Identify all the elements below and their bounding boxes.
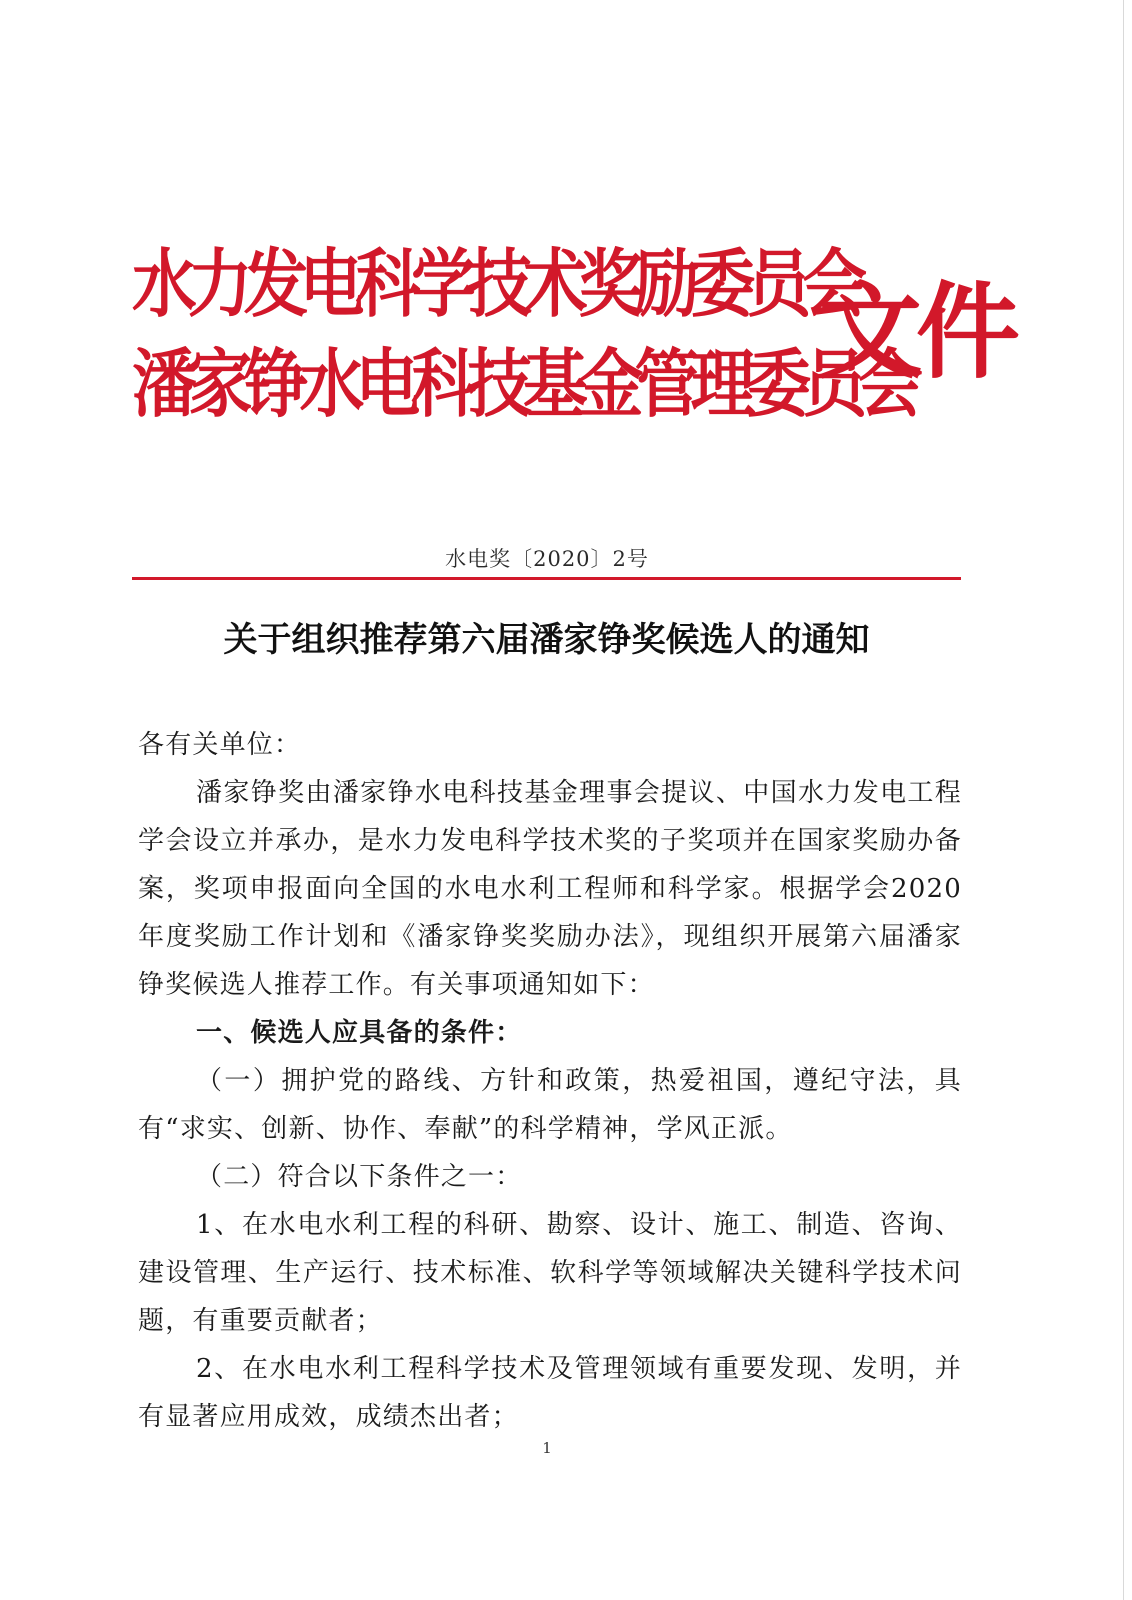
document-type-label: 文件 [818,271,1015,393]
letterhead [132,232,1015,432]
page-number: 1 [542,1439,552,1457]
condition-subitem-1: 1、在水电水利工程的科研、勘察、设计、施工、制造、咨询、建设管理、生产运行、技术标准、软科学等领域解决关键科学技术问题，有重要贡献者； [138,1210,962,1336]
red-divider [132,577,961,580]
intro-paragraph: 潘家铮奖由潘家铮水电科技基金理事会提议、中国水力发电工程学会设立并承办，是水力发电科学技术奖的子奖项并在国家奖励办备案，奖项申报面向全国的水电水利工程师和科学家。根据学会2020年度奖励工作计划和《潘家铮奖奖励办法》，现组织开展第六届潘家铮奖候选人推荐工作。有关事项通知如下： [138,778,962,1000]
notice-title: 关于组织推荐第六届潘家铮奖候选人的通知 [223,620,870,660]
condition-subitem-2: 2、在水电水利工程科学技术及管理领域有重要发现、发明，并有显著应用成效，成绩杰出者； [138,1354,962,1432]
condition-item-2: （二）符合以下条件之一： [196,1162,523,1192]
salutation: 各有关单位： [138,730,302,760]
document-number: 水电奖〔2020〕2号 [445,547,649,571]
page-edge [1123,0,1124,1600]
issuer-line-2: 潘家铮水电科技基金管理委员会 [132,341,915,428]
notice-body [138,721,962,1441]
section-heading-1: 一、候选人应具备的条件： [196,1018,523,1048]
issuer-line-1: 水力发电科学技术奖励委员会 [132,241,859,328]
condition-item-1: （一）拥护党的路线、方针和政策，热爱祖国，遵纪守法，具有“求实、创新、协作、奉献”的科学精神，学风正派。 [138,1066,962,1144]
